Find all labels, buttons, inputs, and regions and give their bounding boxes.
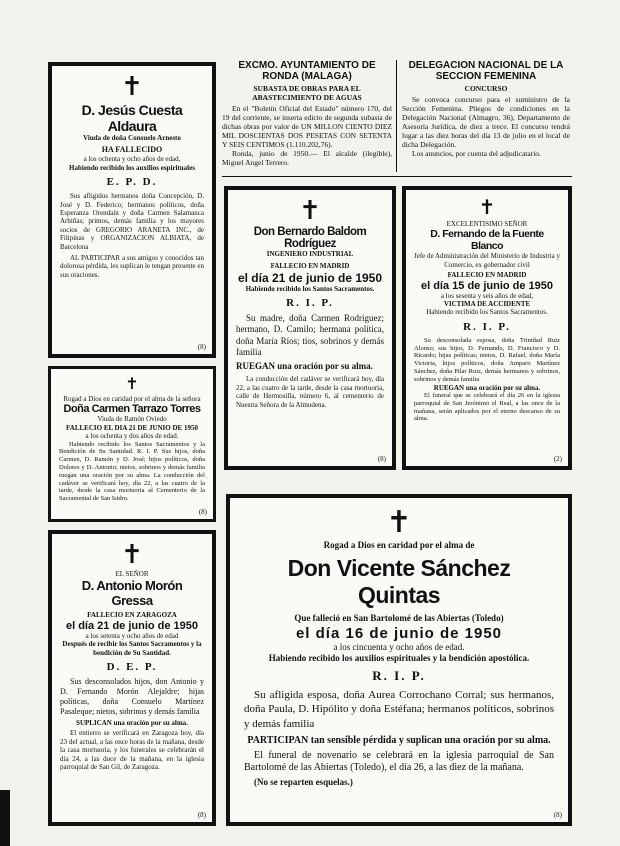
age-line: a los setenta y ocho años de edad (85, 631, 179, 640)
notice-body: En el "Boletín Oficial del Estado" número 170, del 19 del corriente, se inserta edicto de segunda subasta de dichas obras por valor de UN MILLON CIENTO DIEZ MIL DOSCIENTAS DOS PESETAS CON SETENTA Y SEIS CENTIMOS (1.110.202,76). (222, 104, 392, 149)
rip-line: E. P. D. (106, 176, 158, 189)
deceased-name: D. Jesús Cuesta Aldaura (81, 102, 183, 134)
mourners-text: Habiendo recibido los Santos Sacramentos y la Bendición de Su Santidad. R. I. P. Sus hijos, doña Carmen, D. Ramón y D. José; hijos políticos, doña Dolores y D. Antonio; nietos, sobrinos y demás familia ruegan una oración por su alma. La conducción del cadáver se verificará hoy, día 22, a las cuatro de la tarde, desde la casa mortuoria al Cementerio de la Sacramental de San Isidro. (59, 440, 205, 503)
relation-line: Viuda de Ramón Oviedo (97, 415, 167, 424)
date-line: el día 15 de junio de 1950 (420, 279, 554, 292)
relation-line: Viuda de doña Consuelo Arnesto (83, 134, 181, 142)
fallecio-line: HA FALLECIDO (101, 145, 163, 155)
mourners-text: Sus desconsolados hijos, don Antonio y D. Fernando Morón Alejaldre; hijas políticas, doña Consuelo Martínez Pasaleque; nietos, sobrinos y demás familia (60, 676, 204, 716)
notice-number: (8) (197, 343, 206, 351)
participation-text: AL PARTICIPAR a sus amigos y conocidos tan dolorosa pérdida, les suplican le tengan presente en sus oraciones. (60, 253, 204, 279)
notice-body: Se convoca concurso para el suministro de la Sección Femenina. Pliegos de condiciones en la Delegación Nacional (Almagro, 36), Departamento de Asesoría Jurídica, de diez a trece. El concurso tendrá lugar a las diez horas del día 13 de julio en el local de dicha Delegación. (402, 95, 570, 149)
obituary-tarrazo (48, 366, 216, 522)
fallecio-line: FALLECIO EN MADRID (447, 271, 527, 280)
funeral-text: El funeral de novenario se celebrará en la iglesia parroquial de San Bartolomé de las Abiertas (Toledo), el día 26, a las diez de la mañana. (244, 749, 554, 774)
fallecio-line: FALLECIO EL DIA 21 DE JUNIO DE 1950 (66, 423, 198, 432)
mourners-text: Su afligida esposa, doña Aurea Corrochano Corral; sus hermanos, doña Paula, D. Hipólito y doña Estéfana; hermanos políticos, sobrinos y demás familia (244, 689, 554, 730)
date-line: el día 16 de junio de 1950 (295, 624, 503, 642)
sacraments-line: Habiendo recibido los Santos Sacramentos. (245, 284, 375, 293)
header-line: EXCELENTISIMO SEÑOR (446, 220, 528, 228)
header-line: EL SEÑOR (115, 570, 149, 578)
notice-footer: Los anuncios, por cuenta del adjudicatario. (412, 149, 541, 158)
age-line: a los cincuenta y ocho años de edad. (333, 641, 465, 652)
accident-line: VICTIMA DE ACCIDENTE (443, 299, 531, 308)
cross-icon: ✝ (299, 196, 321, 225)
rip-line: R. I. P. (372, 668, 426, 683)
obituary-fuente (402, 186, 572, 470)
cross-icon: ✝ (386, 506, 412, 539)
notice-number: (8) (197, 811, 206, 819)
notice-seccion-femenina (402, 60, 570, 172)
cross-icon: ✝ (121, 72, 143, 101)
mourners-text: Sus afligidos hermanos doña Concepción, D. José y D. Federico; hermanos políticos, doña Esperanza Orendaín y doña Carmen Salamanca Arbiñas; primos, demás familia y los mayores socios de GREGORIO ARANETA INC., de Filipinas y ORGANIZACION ALBIATA, de Barcelona (60, 192, 204, 251)
obituary-baldon (224, 186, 396, 470)
notice-subtitle: CONCURSO (464, 84, 508, 93)
profession-line: Jefe de Administración del Ministerio de Industria y Comercio, ex gobernador civil (414, 252, 560, 269)
notice-title: EXCMO. AYUNTAMIENTO DE RONDA (MALAGA) (238, 60, 376, 82)
cross-icon: ✝ (121, 540, 143, 569)
deceased-name: Don Bernardo Baldom Rodríguez (253, 226, 367, 250)
fallecio-line: FALLECIO EN MADRID (270, 262, 350, 271)
horizontal-divider (222, 176, 572, 177)
rip-line: R. I. P. (463, 320, 511, 333)
sacraments-line: Habiendo recibido los Santos Sacramentos. (426, 308, 548, 317)
notice-ayuntamiento-ronda (222, 60, 392, 172)
obituary-moron (48, 530, 216, 826)
cross-icon: ✝ (478, 197, 496, 219)
profession-line: INGENIERO INDUSTRIAL (266, 250, 354, 258)
plea-line: SUPLICAN una oración por su alma. (76, 718, 188, 727)
date-line: el día 21 de junio de 1950 (65, 619, 199, 632)
header-line: Rogad a Dios en caridad por el alma de (323, 540, 475, 550)
deceased-name: D. Fernando de la Fuente Blanco (430, 228, 544, 253)
notice-number: (2) (553, 455, 562, 463)
participation-text: PARTICIPAN tan sensible pérdida y suplican una oración por su alma. (247, 734, 551, 746)
procession-text: La conducción del cadáver se verificará hoy, día 22, a las cuatro de la tarde, desde la casa mortuoria, calle de Hermosilla, número 6, al cementerio de Nuestra Señora de la Almudena. (236, 375, 384, 409)
fallecio-line: Que falleció en San Bartolomé de las Abiertas (Toledo) (294, 613, 504, 624)
column-divider (396, 60, 397, 172)
obituary-cuesta (48, 62, 216, 358)
cross-icon: ✝ (125, 376, 139, 393)
fallecio-line: FALLECIO EN ZARAGOZA (87, 611, 177, 620)
sacraments-line: Después de recibir los Santos Sacramentos y la bendición de Su Santidad. (62, 640, 202, 657)
plea-line: RUEGAN una oración por su alma. (433, 383, 541, 392)
date-line: el día 21 de junio de 1950 (237, 270, 383, 285)
rip-line: R. I. P. (286, 297, 334, 310)
notice-number: (8) (198, 508, 207, 516)
burial-text: El entierro se verificará en Zaragoza hoy, día 23 del actual, a las once horas de la mañana, desde la casa mortuoria, y los funerales se celebrarán el día 24, a las doce de la mañana, en la iglesia parroquial de San Gil, de Zaragoza. (60, 729, 204, 771)
notice-number: (8) (553, 811, 562, 819)
page-edge-mark (0, 790, 10, 846)
notice-signature: Ronda, junio de 1950.— El alcalde (ilegible), Miguel Angel Terrero. (222, 149, 392, 167)
notice-title: DELEGACION NACIONAL DE LA SECCION FEMENINA (408, 60, 564, 82)
notice-number: (8) (377, 455, 386, 463)
mourners-text: Su madre, doña Carmen Rodríguez; hermano, D. Camilo; hermana política, doña María Ríos; tíos, sobrinos y demás familia (236, 313, 384, 357)
funeral-text: El funeral que se celebrará el día 26 en la iglesia parroquial de San Jerónimo el Real, a las once de la mañana, serán aplicados por el eterno descanso de su alma. (414, 391, 560, 423)
notice-subtitle: SUBASTA DE OBRAS PARA EL ABASTECIMIENTO DE AGUAS (252, 84, 362, 102)
deceased-name: D. Antonio Morón Gressa (81, 578, 183, 609)
deceased-name: Doña Carmen Tarrazo Torres (63, 403, 201, 416)
obituary-quintas (226, 494, 572, 826)
deceased-name: Don Vicente Sánchez Quintas (287, 555, 511, 609)
plea-line: RUEGAN una oración por su alma. (236, 361, 373, 372)
sacraments-line: Habiendo recibido los auxilios espirituales y la bendición apostólica. (268, 652, 530, 663)
header-line: Rogad a Dios en caridad por el alma de la señora (63, 395, 201, 403)
age-line: a los sesenta y seis años de edad, (440, 291, 534, 300)
age-line: a los ochenta y dos años de edad. (85, 432, 179, 441)
sacraments-line: Habiendo recibido los auxilios espirituales (69, 163, 195, 172)
rip-line: D. E. P. (106, 660, 158, 673)
note-line: (No se reparten esquelas.) (254, 776, 353, 787)
mourners-text: Su desconsolada esposa, doña Trinidad Ruiz Alonso; sus hijos, D. Fernando, D. Francisco y D. Ricardo; hijas políticas; nietos, D. Rafael, doña María Victoria, hijos políticos, doña Amparo Martínez Sánchez, doña Pilar Ruiz, demás hermanos y sobrinos, sobrinos y demás familia (414, 336, 560, 383)
age-line: a los ochenta y ocho años de edad, (83, 155, 181, 164)
